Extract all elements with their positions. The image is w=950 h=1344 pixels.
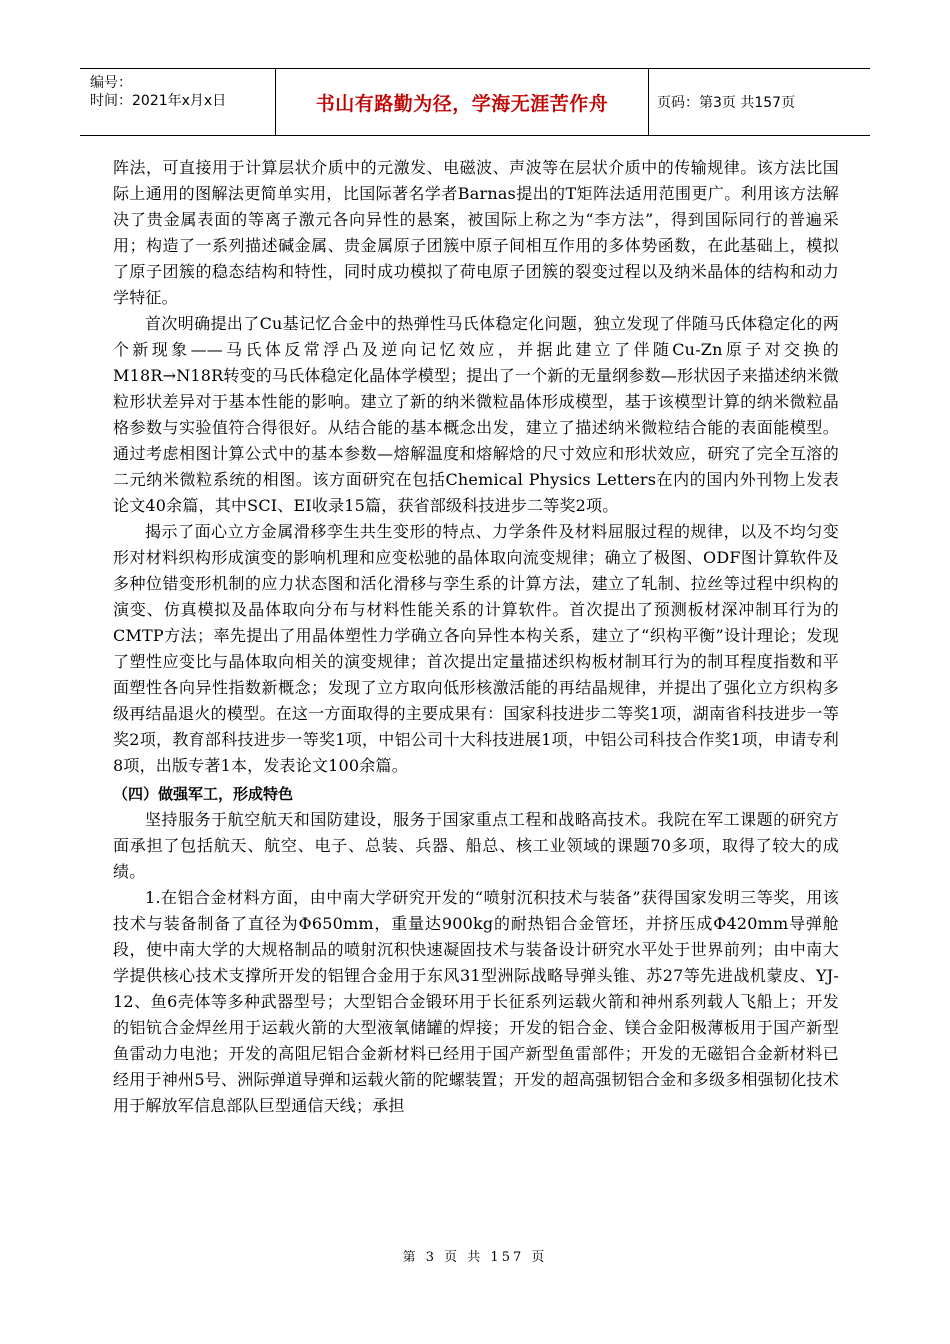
section-heading: （四）做强军工，形成特色 xyxy=(113,785,294,803)
page-header xyxy=(80,68,870,136)
header-meta xyxy=(80,69,276,135)
doc-number-label: 编号： xyxy=(90,75,132,91)
paragraph-1: 阵法，可直接用于计算层状介质中的元激发、电磁波、声波等在层状介质中的传输规律。该方法比国际上通用的图解法更简单实用，比国际著名学者Barnas提出的T矩阵法适用范围更广。利用该方法解决了贵金属表面的等离子激元各向异性的悬案，被国际上称之为“李方法”，得到国际同行的普遍采用；构造了一系列描述碱金属、贵金属原子团簇中原子间相互作用的多体势函数，在此基础上，模拟了原子团簇的稳态结构和特性，同时成功模拟了荷电原子团簇的裂变过程以及纳米晶体的结构和动力学特征。 xyxy=(113,158,839,307)
paragraph-3: 揭示了面心立方金属滑移孪生共生变形的特点、力学条件及材料屈服过程的规律，以及不均匀变形对材料织构形成演变的影响机理和应变松驰的晶体取向流变规律；确立了极图、ODF图计算软件及多种位错变形机制的应力状态图和活化滑移与孪生系的计算方法，建立了轧制、拉丝等过程中织构的演变、仿真模拟及晶体取向分布与材料性能关系的计算软件。首次提出了预测板材深冲制耳行为的CMTP方法；率先提出了用晶体塑性力学确立各向异性本构关系，建立了“织构平衡”设计理论；发现了塑性应变比与晶体取向相关的演变规律；首次提出定量描述织构板材制耳行为的制耳程度指数和平面塑性各向异性指数新概念；发现了立方取向低形核激活能的再结晶规律，并提出了强化立方织构多级再结晶退火的模型。在这一方面取得的主要成果有：国家科技进步二等奖1项，湖南省科技进步一等奖2项，教育部科技进步一等奖1项，中铝公司十大科技进展1项，中铝公司科技合作奖1项，申请专利8项，出版专著1本，发表论文100余篇。 xyxy=(113,522,839,775)
doc-date-label: 时间：2021年x月x日 xyxy=(90,93,227,109)
header-page-info: 页码：第3页 共157页 xyxy=(657,95,796,111)
page-footer: 第 3 页 共 157 页 xyxy=(402,1250,548,1265)
document-body xyxy=(113,155,839,1119)
header-motto: 书山有路勤为径，学海无涯苦作舟 xyxy=(276,69,649,135)
paragraph-5: 1.在铝合金材料方面，由中南大学研究开发的“喷射沉积技术与装备”获得国家发明三等奖，用该技术与装备制备了直径为Φ650mm，重量达900kg的耐热铝合金管坯，并挤压成Φ420mm导弹舱段，使中南大学的大规格制品的喷射沉积快速凝固技术与装备设计研究水平处于世界前列；由中南大学提供核心技术支撑所开发的铝锂合金用于东风31型洲际战略导弹头锥、苏27等先进战机蒙皮、YJ-12、鱼6壳体等多种武器型号；大型铝合金锻环用于长征系列运载火箭和神州系列载人飞船上；开发的铝钪合金焊丝用于运载火箭的大型液氧储罐的焊接；开发的铝合金、镁合金阳极薄板用于国产新型鱼雷动力电池；开发的高阻尼铝合金新材料已经用于国产新型鱼雷部件；开发的无磁铝合金新材料已经用于神州5号、洲际弹道导弹和运载火箭的陀螺装置；开发的超高强韧铝合金和多级多相强韧化技术用于解放军信息部队巨型通信天线；承担 xyxy=(113,888,839,1115)
paragraph-4: 坚持服务于航空航天和国防建设，服务于国家重点工程和战略高技术。我院在军工课题的研究方面承担了包括航天、航空、电子、总装、兵器、船总、核工业领域的课题70多项，取得了较大的成绩。 xyxy=(113,810,839,881)
paragraph-2: 首次明确提出了Cu基记忆合金中的热弹性马氏体稳定化问题，独立发现了伴随马氏体稳定化的两个新现象——马氏体反常浮凸及逆向记忆效应，并据此建立了伴随Cu-Zn原子对交换的M18R→N18R转变的马氏体稳定化晶体学模型；提出了一个新的无量纲参数—形状因子来描述纳米微粒形状差异对于基本性能的影响。建立了新的纳米微粒晶体形成模型，基于该模型计算的纳米微粒晶格参数与实验值符合得很好。从结合能的基本概念出发，建立了描述纳米微粒结合能的表面能模型。通过考虑相图计算公式中的基本参数—熔解温度和熔解焓的尺寸效应和形状效应，研究了完全互溶的二元纳米微粒系统的相图。该方面研究在包括Chemical Physics Letters在内的国内外刊物上发表论文40余篇，其中SCI、EI收录15篇，获省部级科技进步二等奖2项。 xyxy=(113,314,840,515)
